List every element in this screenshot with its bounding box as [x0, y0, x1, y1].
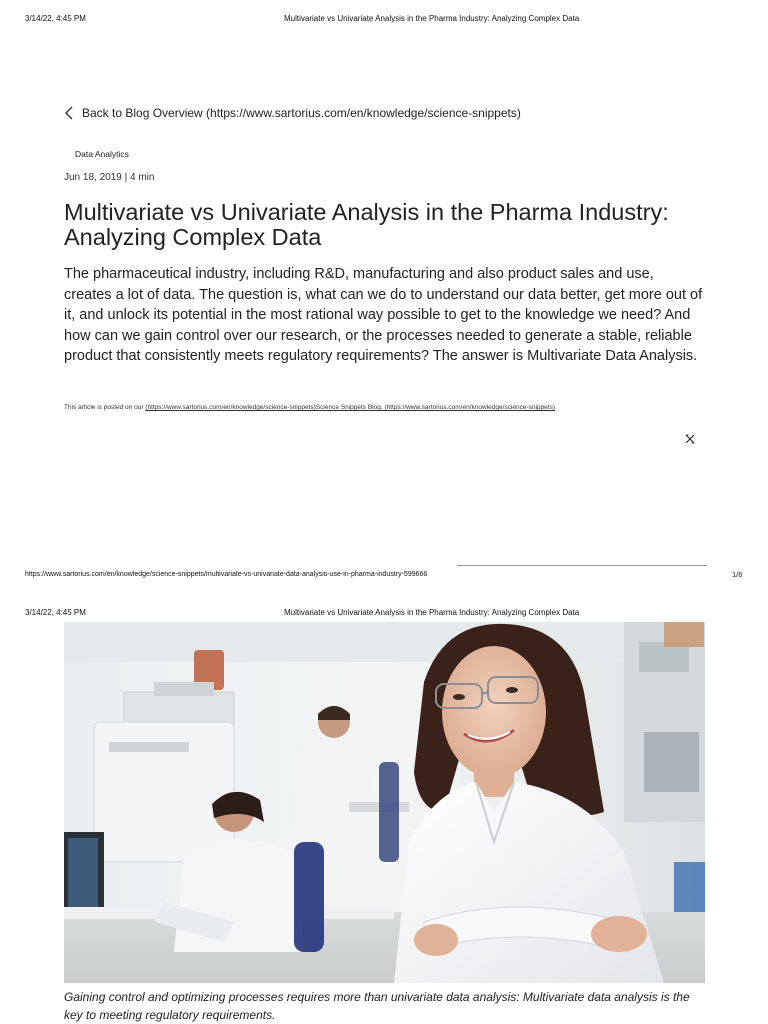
print-header-datetime-2: 3/14/22, 4:45 PM — [25, 608, 86, 617]
image-caption: Gaining control and optimizing processes requires more than univariate data analysis: Multivariate data analysis is the key to meeting regulatory requirements. — [64, 990, 690, 1022]
article-title: Multivariate vs Univariate Analysis in the Pharma Industry: Analyzing Complex Data — [64, 199, 669, 250]
posted-on-note — [64, 404, 555, 411]
hero-image — [64, 622, 705, 983]
print-header-title: Multivariate vs Univariate Analysis in the Pharma Industry: Analyzing Complex Data — [284, 14, 580, 23]
divider — [457, 565, 707, 566]
close-icon[interactable] — [684, 433, 696, 445]
lab-scientists-photo — [64, 622, 705, 983]
article-meta: Jun 18, 2019 | 4 min — [64, 172, 155, 183]
back-to-blog-label: Back to Blog Overview (https://www.sartorius.com/en/knowledge/science-snippets) — [82, 106, 521, 120]
posted-prefix: This article is posted on our — [64, 404, 146, 411]
chevron-left-icon — [64, 106, 74, 120]
article-lede: The pharmaceutical industry, including R&D, manufacturing and also product sales and use, creates a lot of data. The question is, what can we do to understand our data better, get more out of it, and unlock its potential in the most rational way possible to get to the knowledge we need? And how can we gain control over our research, or the processes needed to generate a stable, reliable product that consistently meets regulatory requirements? The answer is Multivariate Data Analysis. — [64, 266, 703, 364]
science-snippets-link[interactable]: (https://www.sartorius.com/en/knowledge/science-snippets)Science Snippets Blog. (https://www.sartorius.com/en/knowledge/science-snippets) — [145, 404, 555, 411]
print-header-title-2: Multivariate vs Univariate Analysis in the Pharma Industry: Analyzing Complex Data — [284, 608, 580, 617]
print-header-datetime: 3/14/22, 4:45 PM — [25, 14, 86, 23]
category-tag[interactable]: Data Analytics — [75, 149, 129, 159]
back-to-blog-link[interactable] — [64, 106, 521, 120]
print-footer-page: 1/6 — [732, 570, 743, 579]
print-footer-url: https://www.sartorius.com/en/knowledge/science-snippets/multivariate-vs-univariate-data-analysis-use-in-pharma-industry-599666 — [25, 571, 428, 578]
